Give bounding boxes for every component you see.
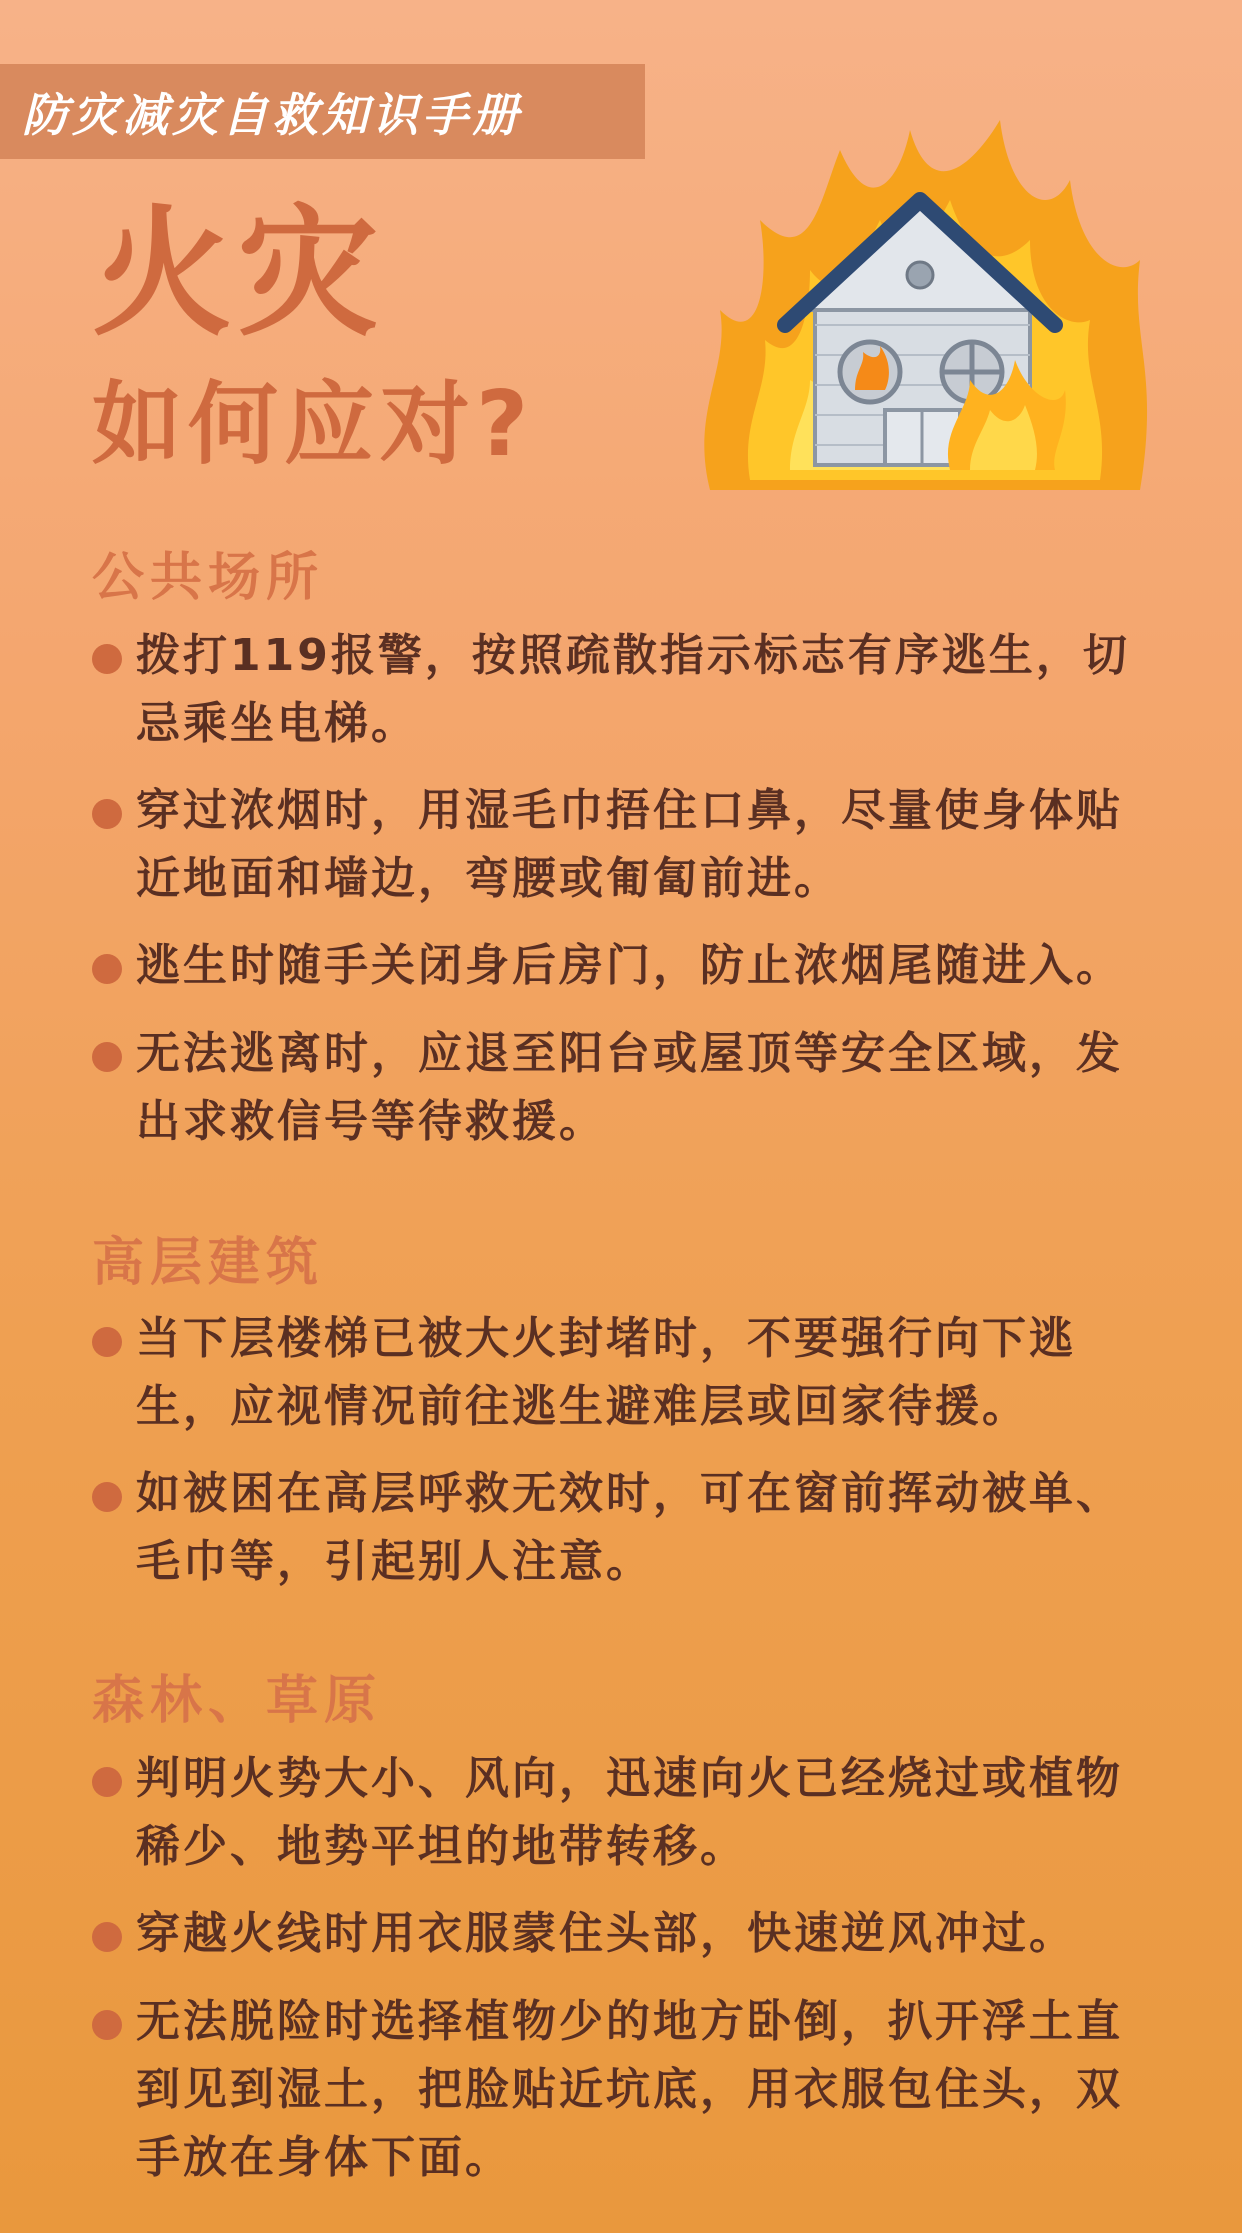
bullet-icon [92, 1482, 122, 1512]
bullet-icon [92, 1327, 122, 1357]
page-title: 火灾 [92, 193, 385, 356]
list-item [92, 1988, 1162, 2192]
list-item [92, 1900, 1162, 1968]
list-item-text: 如被困在高层呼救无效时，可在窗前挥动被单、毛巾等，引起别人注意。 [136, 1468, 1123, 1587]
list-item-text: 穿过浓烟时，用湿毛巾捂住口鼻，尽量使身体贴近地面和墙边，弯腰或匍匐前进。 [136, 785, 1123, 904]
list-item [92, 1460, 1162, 1596]
list-item [92, 1745, 1162, 1881]
banner-title: 防灾减灾自救知识手册 [22, 87, 522, 142]
handbook-banner [0, 64, 645, 159]
list-item [92, 777, 1162, 913]
section-title-public-places: 公共场所 [92, 548, 325, 608]
bullet-icon [92, 2010, 122, 2040]
list-item-text: 无法逃离时，应退至阳台或屋顶等安全区域，发出求救信号等待救援。 [136, 1028, 1123, 1147]
list-item [92, 932, 1162, 1000]
list-item [92, 1020, 1162, 1156]
list-item-text: 穿越火线时用衣服蒙住头部，快速逆风冲过。 [136, 1908, 1076, 1959]
section-title-high-rise: 高层建筑 [92, 1233, 325, 1293]
bullet-icon [92, 1922, 122, 1952]
list-item-text: 拨打119报警，按照疏散指示标志有序逃生，切忌乘坐电梯。 [136, 630, 1130, 749]
bullet-icon [92, 644, 122, 674]
page-subtitle: 如何应对? [92, 372, 535, 477]
list-item-text: 判明火势大小、风向，迅速向火已经烧过或植物稀少、地势平坦的地带转移。 [136, 1753, 1123, 1872]
section-title-forest-grassland: 森林、草原 [92, 1671, 383, 1731]
bullet-icon [92, 1767, 122, 1797]
list-item-text: 当下层楼梯已被大火封堵时，不要强行向下逃生，应视情况前往逃生避难层或回家待援。 [136, 1313, 1076, 1432]
list-item-text: 逃生时随手关闭身后房门，防止浓烟尾随进入。 [136, 940, 1123, 991]
bullet-icon [92, 1042, 122, 1072]
list-item [92, 1305, 1162, 1441]
list-item [92, 622, 1162, 758]
bullet-icon [92, 954, 122, 984]
list-item-text: 无法脱险时选择植物少的地方卧倒，扒开浮土直到见到湿土，把脸贴近坑底，用衣服包住头，双手放在身体下面。 [136, 1996, 1123, 2183]
burning-house-icon [670, 110, 1170, 510]
bullet-icon [92, 799, 122, 829]
